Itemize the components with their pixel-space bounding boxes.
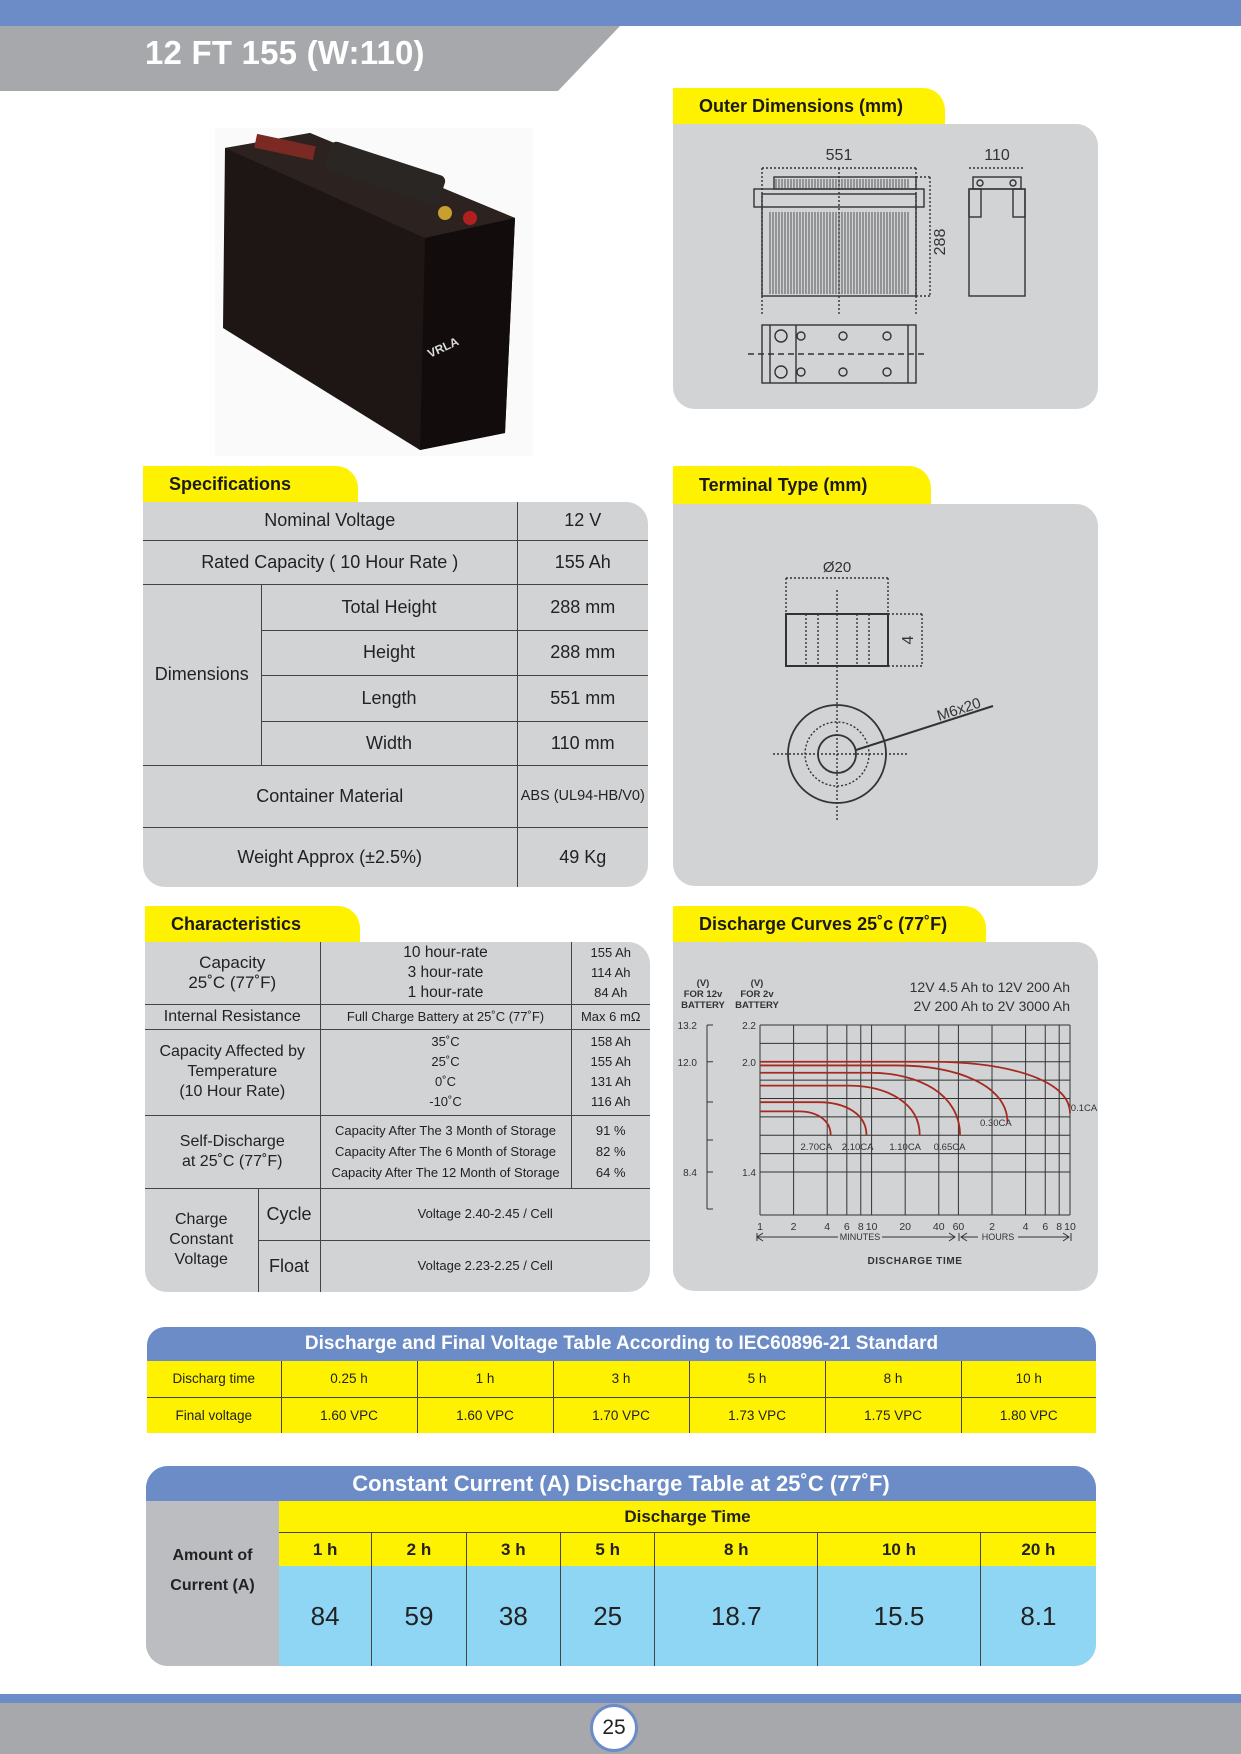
specifications-title: Specifications	[169, 473, 292, 494]
value: 155 Ah	[590, 944, 631, 960]
spec-value: 12 V	[517, 502, 648, 540]
iec-cell: 10 h	[961, 1361, 1096, 1397]
cc-row-label-line: Current (A)	[170, 1577, 255, 1594]
char-row-cycle	[145, 1188, 650, 1240]
cycle-value: Voltage 2.40-2.45 / Cell	[320, 1188, 650, 1240]
cc-hour: 2 h	[372, 1533, 466, 1566]
cc-current: 38	[466, 1566, 560, 1666]
char-row-resistance	[145, 1004, 650, 1029]
x-axis-title: DISCHARGE TIME	[867, 1256, 963, 1267]
terminal-type-panel	[673, 504, 1098, 886]
width-dimension-label: 110	[984, 147, 1010, 164]
charge-label	[145, 1188, 258, 1292]
value: 64 %	[595, 1165, 626, 1180]
discharge-curve	[760, 1086, 920, 1136]
internal-resistance-condition: Full Charge Battery at 25˚C (77˚F)	[320, 1004, 571, 1029]
x-tick-label: 10	[1064, 1221, 1076, 1233]
terminal-drawing	[673, 504, 1098, 886]
axis12-title-line: BATTERY	[681, 1000, 725, 1011]
axis2-title-line: FOR 2v	[740, 989, 774, 1000]
axis2-title-line: (V)	[750, 978, 764, 989]
capacity-label-line: Capacity	[199, 952, 266, 972]
discharge-curves-tab	[673, 906, 986, 942]
value: 114 Ah	[590, 964, 631, 980]
terminal-type-title: Terminal Type (mm)	[699, 474, 868, 495]
temp: 25˚C	[431, 1054, 460, 1069]
outer-dimensions-panel	[673, 124, 1098, 409]
spec-row	[143, 584, 648, 630]
capacity-label	[145, 942, 320, 1004]
iec-row-voltages	[147, 1397, 1096, 1433]
discharge-curve	[760, 1102, 866, 1135]
temperature-label-line: (10 Hour Rate)	[179, 1083, 286, 1100]
cc-current: 59	[372, 1566, 466, 1666]
capacity-rates	[320, 942, 571, 1004]
axis12-tick-label: 12.0	[677, 1057, 697, 1069]
page-title: 12 FT 155 (W:110)	[145, 34, 425, 71]
discharge-curves-panel	[673, 942, 1098, 1291]
value: 82 %	[595, 1144, 626, 1159]
axis12-tick-label: 13.2	[677, 1021, 697, 1032]
x-tick-label: 60	[952, 1221, 965, 1233]
axis12-title-line: FOR 12v	[683, 989, 723, 1000]
self-discharge-label-line: Self-Discharge	[179, 1132, 285, 1150]
characteristics-title: Characteristics	[171, 913, 302, 934]
constant-current-table	[146, 1466, 1096, 1666]
internal-resistance-value: Max 6 mΩ	[571, 1004, 650, 1029]
temperature-label-line: Capacity Affected by	[159, 1043, 306, 1060]
iec-cell: 5 h	[689, 1361, 825, 1397]
cc-current: 15.5	[818, 1566, 981, 1666]
dimensions-label: Dimensions	[143, 584, 261, 765]
iec-cell: 3 h	[553, 1361, 689, 1397]
charge-label-line: Voltage	[174, 1251, 228, 1269]
axis2-tick-label: 2.0	[742, 1057, 756, 1069]
x-tick-label: 6	[1042, 1221, 1049, 1233]
cc-hour: 3 h	[466, 1533, 560, 1566]
cc-row-label	[146, 1501, 279, 1666]
cc-current: 18.7	[655, 1566, 818, 1666]
temperature-label	[145, 1029, 320, 1115]
cc-hour: 1 h	[279, 1533, 372, 1566]
iec-cell: 1 h	[417, 1361, 553, 1397]
terminal-type-tab	[673, 466, 931, 504]
curve-label: 1.10CA	[889, 1142, 922, 1153]
x-tick-label: 40	[932, 1221, 945, 1233]
x-tick-label: 10	[865, 1221, 878, 1233]
temperature-list	[320, 1029, 571, 1115]
cc-current: 84	[279, 1566, 372, 1666]
temperature-values	[571, 1029, 650, 1115]
terminal-diameter-label: Ø20	[822, 559, 852, 576]
characteristics-table	[145, 942, 650, 1292]
x-tick-label: 4	[824, 1221, 831, 1233]
temp: -10˚C	[429, 1094, 462, 1109]
discharge-curve	[760, 1111, 831, 1135]
value: 158 Ah	[590, 1034, 631, 1049]
characteristics-tab	[145, 906, 360, 942]
terminal-bolt-label: M6x20	[934, 694, 984, 725]
curve-label: 0.1CA	[1070, 1103, 1098, 1114]
terminal-height-label: 4	[900, 635, 917, 645]
temp: 0˚C	[435, 1074, 456, 1089]
rate: 1 hour-rate	[407, 983, 484, 1001]
discharge-curve	[760, 1062, 1070, 1113]
spec-value: 110 mm	[517, 721, 648, 765]
range-line1: 12V 4.5 Ah to 12V 200 Ah	[909, 979, 1070, 995]
cc-row-label-line: Amount of	[172, 1547, 253, 1564]
x-tick-label: 4	[1022, 1221, 1029, 1233]
x-tick-label: 20	[899, 1221, 912, 1233]
specifications-table	[143, 502, 648, 887]
iec-cell: 1.80 VPC	[961, 1397, 1096, 1433]
axis12-title-line: (V)	[696, 978, 710, 989]
char-row-temperature	[145, 1029, 650, 1115]
iec-table-title: Discharge and Final Voltage Table According to IEC60896-21 Standard	[147, 1327, 1096, 1361]
curve-label: 0.30CA	[980, 1118, 1012, 1129]
charge-label-line: Constant	[169, 1231, 234, 1249]
spec-label: Rated Capacity ( 10 Hour Rate )	[143, 540, 517, 584]
curve-label: 0.65CA	[933, 1142, 966, 1153]
iec-row-label: Final voltage	[147, 1397, 281, 1433]
x-tick-label: 8	[857, 1221, 864, 1233]
spec-row	[143, 827, 648, 887]
spec-row	[143, 540, 648, 584]
axis2-tick-label: 1.4	[742, 1168, 756, 1179]
charge-label-line: Charge	[175, 1211, 228, 1229]
value: 91 %	[595, 1123, 626, 1138]
discharge-curves-title: Discharge Curves 25˚c (77˚F)	[699, 913, 948, 934]
iec-cell: 1.73 VPC	[689, 1397, 825, 1433]
iec-row-times	[147, 1361, 1096, 1397]
temperature-label-line: Temperature	[187, 1063, 278, 1080]
x-tick-label: 2	[989, 1221, 995, 1233]
cycle-label: Cycle	[258, 1188, 320, 1240]
capacity-values	[571, 942, 650, 1004]
specifications-tab	[143, 466, 358, 502]
spec-label: Nominal Voltage	[143, 502, 517, 540]
minutes-label: MINUTES	[839, 1232, 881, 1242]
spec-label: Container Material	[143, 765, 517, 827]
cc-data	[279, 1501, 1096, 1666]
cc-current: 25	[561, 1566, 655, 1666]
axis2-tick-label: 2.2	[742, 1021, 756, 1032]
iec-cell: 1.60 VPC	[417, 1397, 553, 1433]
footer-line	[0, 1694, 1241, 1703]
range-line2: 2V 200 Ah to 2V 3000 Ah	[913, 998, 1070, 1014]
outer-dimensions-title: Outer Dimensions (mm)	[699, 95, 904, 116]
characteristics-panel	[145, 942, 650, 1292]
cc-values-row	[279, 1566, 1096, 1666]
internal-resistance-label: Internal Resistance	[145, 1004, 320, 1029]
char-row-self-discharge	[145, 1115, 650, 1188]
self-discharge-label	[145, 1115, 320, 1188]
condition: Capacity After The 3 Month of Storage	[335, 1123, 556, 1138]
char-row-capacity	[145, 942, 650, 1004]
x-tick-label: 2	[790, 1221, 797, 1233]
discharge-time-header: Discharge Time	[279, 1501, 1096, 1533]
spec-label: Width	[261, 721, 517, 765]
spec-value: 49 Kg	[559, 846, 607, 867]
battery-photo	[215, 128, 533, 456]
iec-cell: 8 h	[825, 1361, 961, 1397]
height-dimension-label: 288	[932, 228, 949, 256]
value: 155 Ah	[590, 1054, 631, 1069]
discharge-curve	[760, 1073, 960, 1135]
iec-table	[147, 1327, 1096, 1433]
spec-label: Total Height	[261, 584, 517, 630]
axis12-tick-label: 8.4	[683, 1168, 697, 1179]
top-bar	[0, 0, 1241, 26]
temp: 35˚C	[431, 1034, 460, 1049]
spec-row	[143, 502, 648, 540]
axis2-title-line: BATTERY	[735, 1000, 779, 1011]
cc-hour: 8 h	[655, 1533, 818, 1566]
iec-cell: 1.75 VPC	[825, 1397, 961, 1433]
length-dimension-label: 551	[825, 147, 853, 164]
cc-hour: 20 h	[980, 1533, 1096, 1566]
iec-row-label: Discharg time	[147, 1361, 281, 1397]
self-discharge-conditions	[320, 1115, 571, 1188]
curve-label: 2.10CA	[841, 1142, 874, 1153]
spec-row	[143, 765, 648, 827]
float-value: Voltage 2.23-2.25 / Cell	[417, 1258, 553, 1274]
self-discharge-label-line: at 25˚C (77˚F)	[182, 1152, 283, 1170]
iec-cell: 1.60 VPC	[281, 1397, 417, 1433]
condition: Capacity After The 12 Month of Storage	[331, 1165, 560, 1180]
float-label: Float	[258, 1240, 320, 1292]
outer-dimensions-tab	[673, 88, 945, 124]
x-tick-label: 1	[757, 1221, 763, 1233]
iec-cell: 1.70 VPC	[553, 1397, 689, 1433]
x-tick-label: 8	[1056, 1221, 1063, 1233]
spec-value: ABS (UL94-HB/V0)	[517, 765, 648, 827]
cc-hour: 5 h	[561, 1533, 655, 1566]
value: 131 Ah	[590, 1074, 631, 1089]
rate: 3 hour-rate	[407, 963, 484, 981]
specifications-panel	[143, 502, 648, 887]
page-number: 25	[590, 1704, 638, 1752]
capacity-label-line: 25˚C (77˚F)	[188, 972, 277, 992]
spec-value: 551 mm	[517, 675, 648, 721]
spec-value: 288 mm	[517, 630, 648, 675]
self-discharge-values	[571, 1115, 650, 1188]
spec-label: Weight Approx (±2.5%)	[143, 827, 517, 887]
hours-label: HOURS	[981, 1232, 1015, 1242]
rate: 10 hour-rate	[403, 943, 488, 961]
cc-current: 8.1	[980, 1566, 1096, 1666]
spec-value: 288 mm	[517, 584, 648, 630]
condition: Capacity After The 6 Month of Storage	[335, 1144, 556, 1159]
spec-value: 155 Ah	[517, 540, 648, 584]
spec-label: Height	[261, 630, 517, 675]
spec-label: Length	[261, 675, 517, 721]
outer-dimensions-drawing	[673, 124, 1098, 409]
x-tick-label: 6	[843, 1221, 850, 1233]
curve-label: 2.70CA	[800, 1142, 833, 1153]
iec-cell: 0.25 h	[281, 1361, 417, 1397]
value: 84 Ah	[594, 984, 628, 1000]
cc-hours-row	[279, 1533, 1096, 1566]
cc-table-title: Constant Current (A) Discharge Table at 25˚C (77˚F)	[146, 1466, 1096, 1501]
cc-hour: 10 h	[818, 1533, 981, 1566]
svg-text:VRLA: VRLA	[425, 334, 461, 361]
discharge-chart	[673, 942, 1098, 1291]
value: 116 Ah	[590, 1094, 631, 1109]
